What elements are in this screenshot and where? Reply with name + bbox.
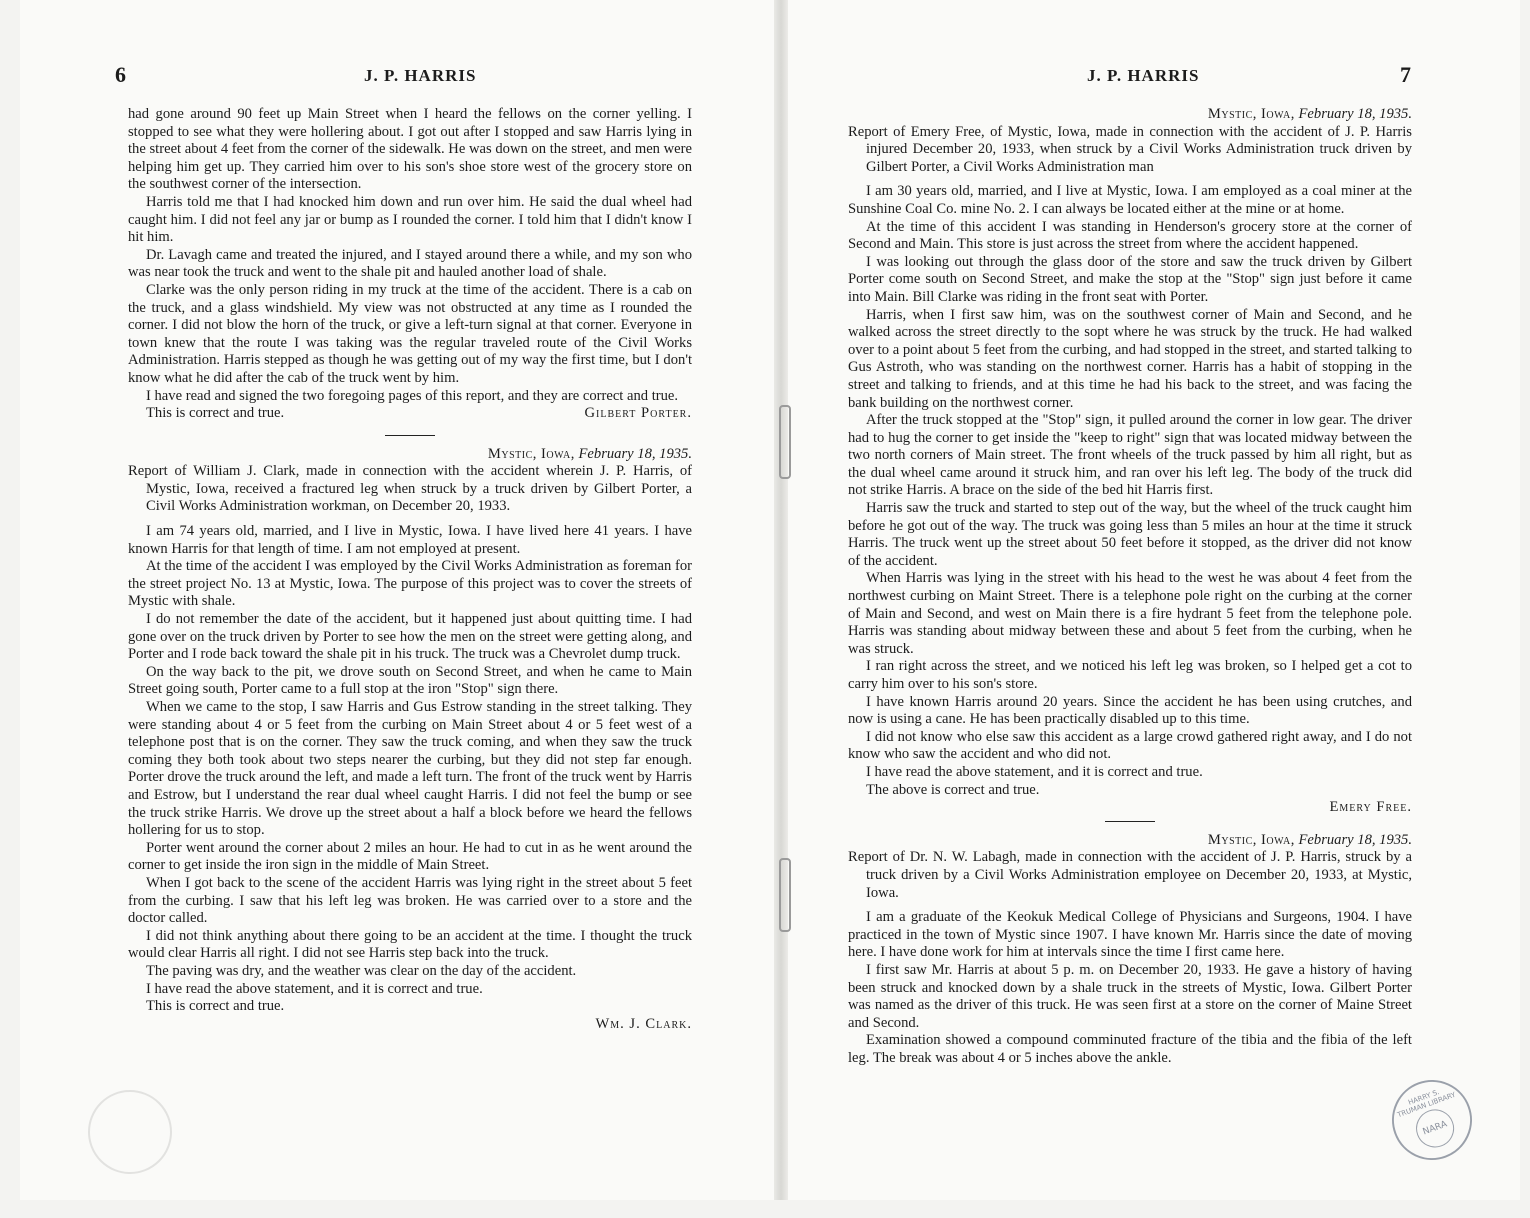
paragraph: I was looking out through the glass door of the store and saw the truck driven by Gilbert Porter come south on Second Street, and make the stop at the "Stop" sign just before it came into Main. Bill Clarke was riding in the front seat with Porter.: [848, 253, 1412, 305]
paragraph: Harris told me that I had knocked him down and run over him. He said the dual wheel had caught him. I did not feel any jar or bump as I rounded the corner. I told him that I didn't know I hit him.: [128, 193, 692, 246]
closing-statement: This is correct and true.: [146, 405, 285, 422]
dateline-date: February 18, 1935.: [578, 445, 692, 462]
porter-closing-line: [128, 405, 692, 423]
free-intro: Report of Emery Free, of Mystic, Iowa, made in connection with the accident of J. P. Harris injured December 20, 1933, when struck by a Civil Works Administration truck driven by Gilbert Porter, a Civil Works Administration man: [848, 123, 1412, 175]
labagh-intro: Report of Dr. N. W. Labagh, made in connection with the accident of J. P. Harris, struck by a truck driven by a Civil Works Administration employee on December 20, 1933, at Mystic, Iowa.: [848, 849, 1412, 901]
clark-intro: Report of William J. Clark, made in connection with the accident wherein J. P. Harris, of Mystic, Iowa, received a fractured leg when struck by a truck driven by Gilbert Porter, a Civil Works Administration workman, on December 20, 1933.: [128, 463, 692, 515]
clark-signature: Wm. J. Clark.: [595, 1015, 692, 1032]
paragraph: Clarke was the only person riding in my truck at the time of the accident. There is a cab on the truck, and a glass windshield. My view was not obstructed at any time as I rounded the corner. I did not blow the horn of the truck, or give a left-turn signal at that corner. Everyone in town knew that the route I was taking was the regular traveled route of the Civil Works Administration. Harris stepped as though he was getting out of my way the first time, but I don't know what he did after the cab of the truck went by him.: [128, 281, 692, 386]
paragraph: Porter went around the corner about 2 miles an hour. He had to cut in as he went around the corner to get inside the iron sign in the middle of Main Street.: [128, 839, 692, 874]
paragraph: On the way back to the pit, we drove south on Second Street, and when he came to Main Street going south, Porter came to a full stop at the iron "Stop" sign there.: [128, 663, 692, 698]
left-page-text: [128, 106, 692, 1033]
section-divider: [385, 435, 435, 436]
archive-stamp-outer-text: HARRY S. TRUMAN LIBRARY: [1396, 1088, 1457, 1120]
paragraph: I ran right across the street, and we noticed his left leg was broken, so I helped get a cot to carry him over to his son's store.: [848, 658, 1412, 692]
clark-dateline: [128, 446, 692, 464]
paragraph: The above is correct and true.: [866, 781, 1040, 798]
paragraph: When I got back to the scene of the accident Harris was lying right in the street about 5 feet from the curbing. I saw that his left leg was broken. He was carried over to a store and the doctor called.: [128, 874, 692, 927]
paragraph: I first saw Mr. Harris at about 5 p. m. on December 20, 1933. He gave a history of having been struck and knocked down by a shale truck in the streets of Mystic, Iowa. Gilbert Porter was named as the driver of this truck. He was seen first at a store on the corner of Maine Street and Second.: [848, 961, 1412, 1031]
free-signature: Emery Free.: [1329, 799, 1412, 816]
staple-top: [779, 405, 791, 479]
paragraph: This is correct and true.: [146, 998, 285, 1015]
dateline-place: Mystic, Iowa,: [487, 445, 575, 462]
paragraph: After the truck stopped at the "Stop" sign, it pulled around the corner in low gear. The driver had to hug the corner to get inside the "keep to right" sign that was located midway between the two north corners of Main street. The front wheels of the truck passed by him all right, but as the dual wheel came around it struck him, and ran over his left leg. The body of the truck did not strike Harris. A brace on the side of the bed hit Harris first.: [848, 412, 1412, 499]
paragraph: I have known Harris around 20 years. Since the accident he has been using crutches, and now is using a cane. He has been practically disabled up to this time.: [848, 693, 1412, 728]
paragraph: I have read and signed the two foregoing pages of this report, and they are correct and true.: [146, 387, 679, 404]
free-dateline: [848, 106, 1412, 124]
paragraph: I am 30 years old, married, and I live at Mystic, Iowa. I am employed as a coal miner at the Sunshine Coal Co. mine No. 2. I can always be located either at the mine or at home.: [848, 183, 1412, 217]
paragraph: Harris, when I first saw him, was on the southwest corner of Main and Second, and he walked across the street directly to the sopt where he was struck by the truck. He had walked over to a point about 5 feet from the curbing, and had stopped in the street, and started talking to Gus Astroth, who was standing on the northwest corner. Harris has a habit of stopping in the street and talking to friends, and at this time he had his back to the street, and was facing the bank building on the northwest corner.: [848, 306, 1412, 411]
porter-signature: Gilbert Porter.: [584, 405, 692, 422]
paragraph: I am a graduate of the Keokuk Medical College of Physicians and Surgeons, 1904. I have practiced in the town of Mystic since 1907. I have known Mr. Harris since the date of moving here. I have done work for him at intervals since the time I first came here.: [848, 909, 1412, 961]
faint-stamp-mark: [88, 1090, 172, 1174]
staple-bottom: [779, 858, 791, 932]
dateline-place: Mystic, Iowa,: [1207, 831, 1295, 848]
labagh-dateline: [848, 832, 1412, 850]
right-running-head: J. P. HARRIS: [1087, 66, 1200, 85]
archive-stamp-inner-text: NARA: [1421, 1119, 1449, 1138]
paragraph: I do not remember the date of the accident, but it happened just about quitting time. I had gone over on the truck driven by Porter to see how the men on the street were getting along, and Porter and I rode back toward the shale pit in his truck. The truck was a Chevrolet dump truck.: [128, 611, 692, 663]
paragraph: Dr. Lavagh came and treated the injured, and I stayed around there a while, and my son who was near took the truck and went to the shale pit and hauled another load of shale.: [128, 246, 692, 281]
paragraph: When we came to the stop, I saw Harris and Gus Estrow standing in the street talking. They were standing about 4 or 5 feet from the curbing on Main Street about 4 or 5 feet west of a telephone post that is on the corner. They saw the truck coming, and when they saw the truck coming they both took about two steps nearer the curbing, but they did not step far enough. Porter drove the truck around the left, and made a left turn. The front of the truck went by Harris and Estrow, but I understand the rear dual wheel caught Harris. I did not feel the bump or see the truck strike Harris. We drove up the street about a half a block before we heard the fellows hollering for us to stop.: [128, 699, 692, 839]
dateline-place: Mystic, Iowa,: [1207, 106, 1295, 122]
paragraph: At the time of this accident I was standing in Henderson's grocery store at the corner of Second and Main. This store is just across the street from where the accident happened.: [848, 218, 1412, 253]
section-divider: [1105, 821, 1155, 822]
paragraph: I did not think anything about there going to be an accident at the time. I thought the truck would clear Harris all right. I did not see Harris step back into the truck.: [128, 927, 692, 962]
paragraph: When Harris was lying in the street with his head to the west he was about 4 feet from the northwest curbing on Maint Street. There is a telephone pole right on the curbing at the corner of Main and Second, and west on Main there is a fire hydrant 5 feet from the telephone pole. Harris was standing about midway between these and about 5 feet from the curbing, when he was struck.: [848, 570, 1412, 657]
binding-gutter: [774, 0, 788, 1200]
paragraph: The paving was dry, and the weather was clear on the day of the accident.: [146, 962, 577, 979]
right-page-number: 7: [1400, 62, 1411, 87]
paragraph: I am 74 years old, married, and I live in Mystic, Iowa. I have lived here 41 years. I have known Harris for that length of time. I am not employed at present.: [128, 523, 692, 557]
dateline-date: February 18, 1935.: [1298, 106, 1412, 122]
paragraph: had gone around 90 feet up Main Street when I heard the fellows on the corner yelling. I stopped to see what they were hollering about. I got out after I stopped and saw Harris lying in the street about 4 feet from the corner of the sidewalk. He was down on the street, and men were helping him get up. They carried him over to his son's shoe store west of the grocery store on the southwest corner of the intersection.: [128, 106, 692, 193]
right-page-text: [848, 106, 1412, 1067]
left-page-number: 6: [115, 62, 126, 87]
left-running-head: J. P. HARRIS: [364, 66, 477, 85]
paragraph: At the time of the accident I was employed by the Civil Works Administration as foreman for the street project No. 13 at Mystic, Iowa. The purpose of this project was to cover the streets of Mystic with shale.: [128, 558, 692, 610]
paragraph: Examination showed a compound comminuted fracture of the tibia and the fibia of the left leg. The break was about 4 or 5 inches above the ankle.: [848, 1032, 1412, 1066]
paragraph: I have read the above statement, and it is correct and true.: [146, 980, 483, 997]
paragraph: Harris saw the truck and started to step out of the way, but the wheel of the truck caught him before he got out of the way. The truck was going less than 5 miles an hour at the time it struck Harris. The truck went up the street about 50 feet before it stopped, as the driver did not know of the accident.: [848, 500, 1412, 569]
paragraph: I did not know who else saw this accident as a large crowd gathered right away, and I do not know who saw the accident and who did not.: [848, 728, 1412, 763]
paragraph: I have read the above statement, and it is correct and true.: [866, 763, 1203, 780]
dateline-date: February 18, 1935.: [1298, 831, 1412, 848]
